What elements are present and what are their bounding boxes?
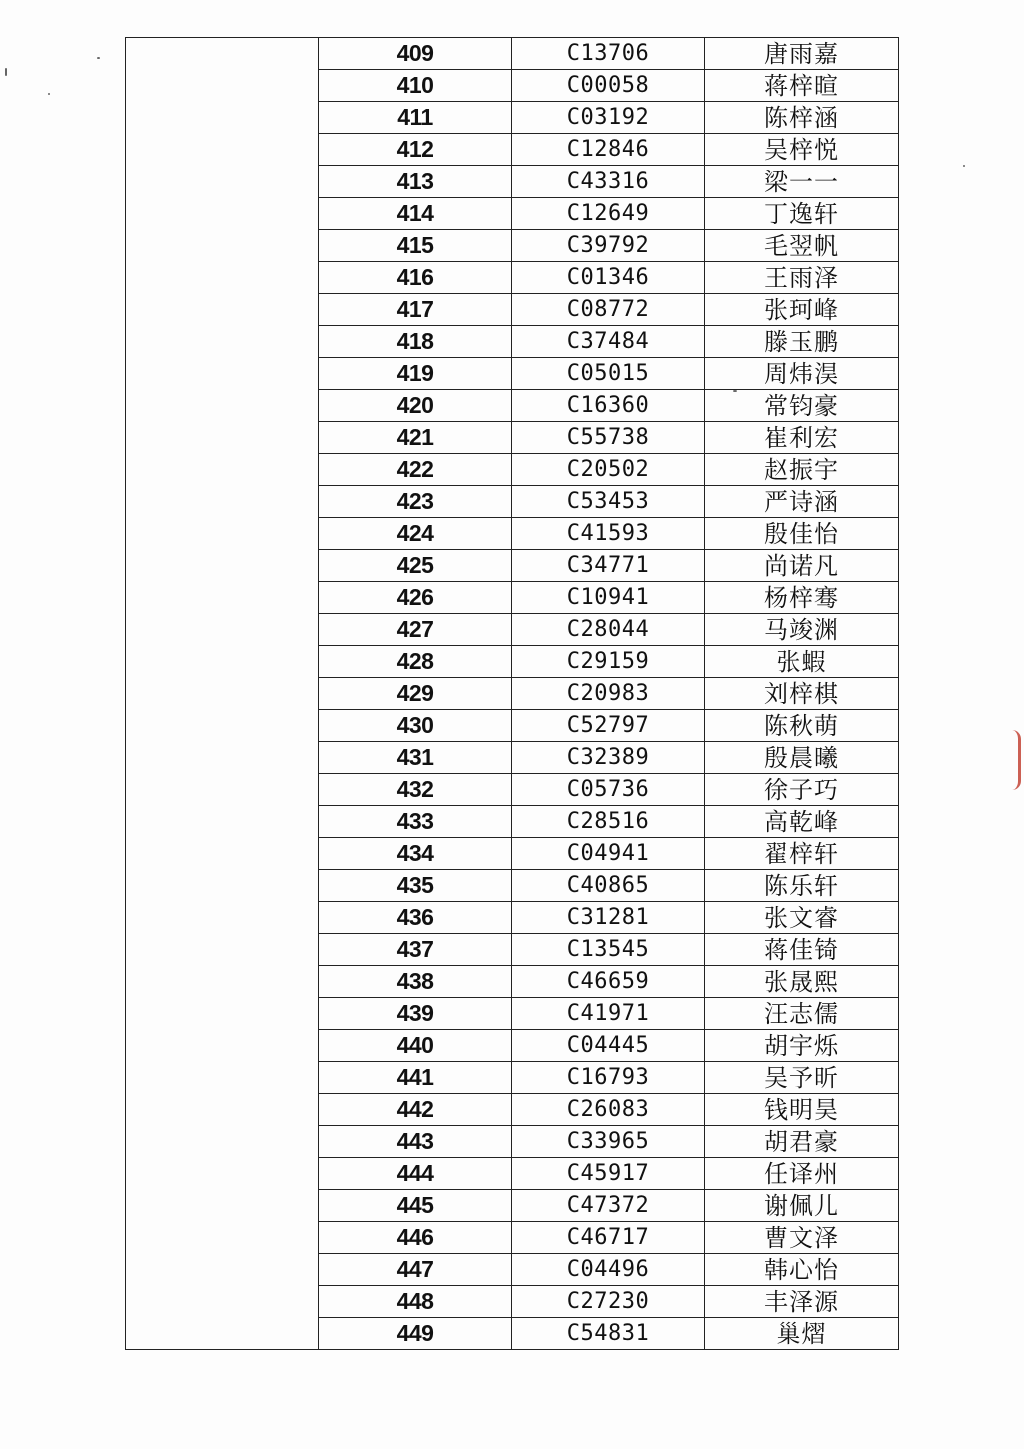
candidate-name-cell: 高乾峰 [705,806,899,838]
row-number-cell: 434 [319,838,512,870]
candidate-name-cell: 尚诺凡 [705,550,899,582]
candidate-code-cell: C31281 [512,902,705,934]
candidate-code-cell: C45917 [512,1158,705,1190]
candidate-code-cell: C05736 [512,774,705,806]
row-number-cell: 427 [319,614,512,646]
row-number-cell: 411 [319,102,512,134]
candidate-name-cell: 王雨泽 [705,262,899,294]
candidate-code-cell: C39792 [512,230,705,262]
candidate-name-cell: 胡宇烁 [705,1030,899,1062]
row-number-cell: 441 [319,1062,512,1094]
candidate-name-cell: 滕玉鹏 [705,326,899,358]
candidate-code-cell: C03192 [512,102,705,134]
candidate-name-cell: 翟梓轩 [705,838,899,870]
row-number-cell: 414 [319,198,512,230]
candidate-code-cell: C32389 [512,742,705,774]
candidate-code-cell: C20502 [512,454,705,486]
row-number-cell: 433 [319,806,512,838]
candidate-code-cell: C13545 [512,934,705,966]
candidate-code-cell: C34771 [512,550,705,582]
row-number-cell: 439 [319,998,512,1030]
row-number-cell: 438 [319,966,512,998]
row-number-cell: 448 [319,1286,512,1318]
row-number-cell: 429 [319,678,512,710]
candidate-code-cell: C33965 [512,1126,705,1158]
row-number-cell: 412 [319,134,512,166]
candidate-name-cell: 蒋佳锜 [705,934,899,966]
candidate-code-cell: C10941 [512,582,705,614]
candidate-name-cell: 殷晨曦 [705,742,899,774]
candidate-code-cell: C04941 [512,838,705,870]
red-stamp-edge [1012,730,1021,790]
row-number-cell: 449 [319,1318,512,1350]
scan-speck [97,57,100,59]
candidate-code-cell: C26083 [512,1094,705,1126]
candidate-name-cell: 杨梓骞 [705,582,899,614]
row-number-cell: 423 [319,486,512,518]
candidate-name-cell: 刘梓棋 [705,678,899,710]
candidate-name-cell: 梁一一 [705,166,899,198]
candidate-name-cell: 陈秋萌 [705,710,899,742]
candidate-name-cell: 周炜淏 [705,358,899,390]
candidate-code-cell: C12846 [512,134,705,166]
candidate-name-cell: 丰泽源 [705,1286,899,1318]
candidate-code-cell: C47372 [512,1190,705,1222]
candidate-name-cell: 崔利宏 [705,422,899,454]
candidate-code-cell: C08772 [512,294,705,326]
candidate-code-cell: C41593 [512,518,705,550]
row-number-cell: 443 [319,1126,512,1158]
row-number-cell: 421 [319,422,512,454]
row-number-cell: 416 [319,262,512,294]
row-number-cell: 425 [319,550,512,582]
candidate-name-cell: 陈梓涵 [705,102,899,134]
candidate-code-cell: C12649 [512,198,705,230]
candidate-name-cell: 胡君豪 [705,1126,899,1158]
candidate-name-cell: 常钧豪 [705,390,899,422]
candidate-name-cell: 赵振宇 [705,454,899,486]
candidate-code-cell: C04496 [512,1254,705,1286]
row-number-cell: 435 [319,870,512,902]
candidate-name-cell: 陈乐轩 [705,870,899,902]
scan-speck [48,93,50,95]
scan-speck [5,68,7,76]
candidate-code-cell: C43316 [512,166,705,198]
candidate-name-cell: 谢佩儿 [705,1190,899,1222]
candidate-name-cell: 任译州 [705,1158,899,1190]
row-number-cell: 444 [319,1158,512,1190]
candidate-name-cell: 吴予昕 [705,1062,899,1094]
row-number-cell: 431 [319,742,512,774]
row-number-cell: 440 [319,1030,512,1062]
merged-blank-cell [126,38,319,1350]
candidate-name-cell: 张蝦 [705,646,899,678]
candidate-code-cell: C40865 [512,870,705,902]
candidate-code-cell: C52797 [512,710,705,742]
candidate-code-cell: C41971 [512,998,705,1030]
row-number-cell: 430 [319,710,512,742]
row-number-cell: 417 [319,294,512,326]
candidate-name-cell: 张晟熙 [705,966,899,998]
candidate-code-cell: C05015 [512,358,705,390]
candidate-code-cell: C28516 [512,806,705,838]
candidate-code-cell: C54831 [512,1318,705,1350]
candidate-name-cell: 严诗涵 [705,486,899,518]
candidate-code-cell: C04445 [512,1030,705,1062]
candidate-name-cell: 徐子巧 [705,774,899,806]
candidate-code-cell: C37484 [512,326,705,358]
roster-table-body [126,38,899,1350]
row-number-cell: 409 [319,38,512,70]
table-row [126,38,899,70]
candidate-name-cell: 钱明昊 [705,1094,899,1126]
row-number-cell: 419 [319,358,512,390]
candidate-name-cell: 吴梓悦 [705,134,899,166]
candidate-name-cell: 唐雨嘉 [705,38,899,70]
row-number-cell: 442 [319,1094,512,1126]
candidate-name-cell: 马竣渊 [705,614,899,646]
row-number-cell: 422 [319,454,512,486]
roster-table [125,37,899,1350]
row-number-cell: 415 [319,230,512,262]
row-number-cell: 426 [319,582,512,614]
candidate-name-cell: 殷佳怡 [705,518,899,550]
candidate-name-cell: 蒋梓暄 [705,70,899,102]
row-number-cell: 437 [319,934,512,966]
candidate-name-cell: 张文睿 [705,902,899,934]
candidate-code-cell: C16360 [512,390,705,422]
scan-speck [963,165,965,167]
row-number-cell: 410 [319,70,512,102]
candidate-code-cell: C55738 [512,422,705,454]
row-number-cell: 447 [319,1254,512,1286]
row-number-cell: 436 [319,902,512,934]
candidate-name-cell: 韩心怡 [705,1254,899,1286]
candidate-code-cell: C29159 [512,646,705,678]
candidate-code-cell: C27230 [512,1286,705,1318]
row-number-cell: 445 [319,1190,512,1222]
candidate-name-cell: 巢熠 [705,1318,899,1350]
candidate-code-cell: C16793 [512,1062,705,1094]
candidate-code-cell: C28044 [512,614,705,646]
row-number-cell: 428 [319,646,512,678]
row-number-cell: 420 [319,390,512,422]
row-number-cell: 413 [319,166,512,198]
candidate-code-cell: C46659 [512,966,705,998]
candidate-code-cell: C13706 [512,38,705,70]
row-number-cell: 418 [319,326,512,358]
candidate-code-cell: C20983 [512,678,705,710]
candidate-code-cell: C00058 [512,70,705,102]
candidate-name-cell: 曹文泽 [705,1222,899,1254]
candidate-code-cell: C46717 [512,1222,705,1254]
candidate-name-cell: 毛翌帆 [705,230,899,262]
row-number-cell: 424 [319,518,512,550]
candidate-code-cell: C01346 [512,262,705,294]
candidate-code-cell: C53453 [512,486,705,518]
row-number-cell: 432 [319,774,512,806]
candidate-name-cell: 汪志儒 [705,998,899,1030]
candidate-name-cell: 丁逸轩 [705,198,899,230]
row-number-cell: 446 [319,1222,512,1254]
candidate-name-cell: 张珂峰 [705,294,899,326]
